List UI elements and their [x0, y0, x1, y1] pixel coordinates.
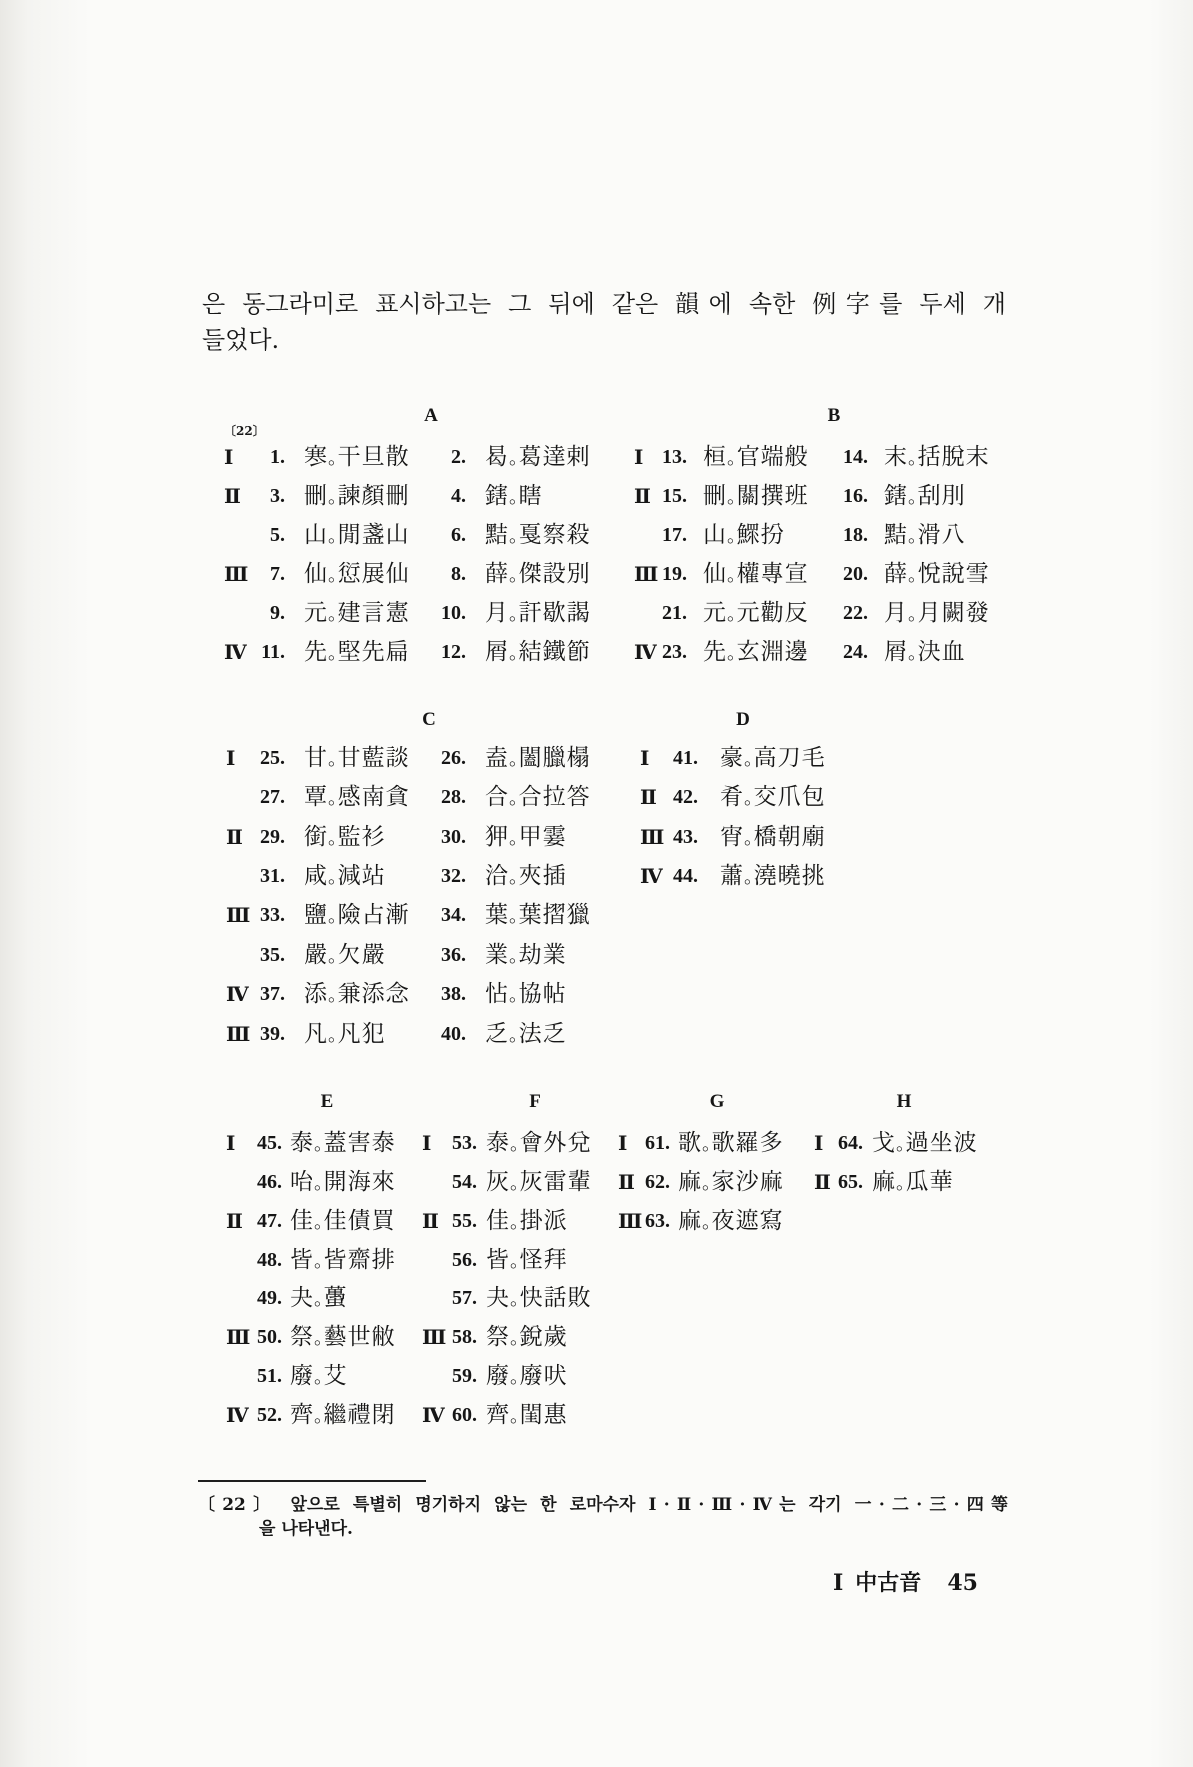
entry-number: 49.: [257, 1287, 282, 1309]
entry-number: 1.: [270, 446, 285, 468]
grade-numeral: Ⅳ: [224, 640, 247, 664]
entry-text: 麻。瓜華: [872, 1169, 954, 1195]
entry-number: 29.: [260, 826, 285, 848]
grade-numeral: Ⅰ: [814, 1131, 824, 1155]
entry-number: 20.: [843, 563, 868, 585]
footnote-marker: 〔22〕: [198, 1495, 278, 1515]
entry-number: 60.: [452, 1404, 477, 1426]
entry-text: 刪。諫顏刪: [304, 483, 410, 509]
grade-numeral: Ⅰ: [640, 746, 650, 770]
entry-text: 狎。甲霎: [485, 824, 567, 850]
entry-number: 43.: [673, 826, 698, 848]
entry-text: 嚴。欠嚴: [304, 942, 386, 968]
entry-text: 夬。蠆: [290, 1285, 348, 1311]
entry-number: 38.: [441, 983, 466, 1005]
entry-text: 灰。灰雷輩: [486, 1169, 592, 1195]
grade-numeral: Ⅲ: [226, 903, 251, 927]
entry-number: 31.: [260, 865, 285, 887]
entry-number: 61.: [645, 1132, 670, 1154]
entry-text: 泰。會外兌: [486, 1130, 592, 1156]
grade-numeral: Ⅰ: [618, 1131, 628, 1155]
entry-text: 鹽。險占漸: [304, 902, 410, 928]
entry-text: 薛。傑設別: [485, 561, 591, 587]
grade-numeral: Ⅳ: [226, 1403, 249, 1427]
entry-text: 歌。歌羅多: [678, 1130, 784, 1156]
entry-number: 18.: [843, 524, 868, 546]
grade-numeral: Ⅰ: [634, 445, 644, 469]
entry-text: 鎋。瞎: [485, 483, 543, 509]
entry-number: 50.: [257, 1326, 282, 1348]
entry-number: 46.: [257, 1171, 282, 1193]
entry-number: 13.: [662, 446, 687, 468]
entry-number: 42.: [673, 786, 698, 808]
entry-number: 41.: [673, 747, 698, 769]
entry-text: 豪。高刀毛: [720, 745, 826, 771]
group-header: E: [320, 1091, 334, 1112]
entry-number: 17.: [662, 524, 687, 546]
entry-number: 12.: [441, 641, 466, 663]
entry-text: 佳。掛派: [486, 1208, 568, 1234]
entry-number: 52.: [257, 1404, 282, 1426]
entry-text: 盍。闔臘榻: [485, 745, 591, 771]
entry-number: 40.: [441, 1023, 466, 1045]
entry-number: 45.: [257, 1132, 282, 1154]
grade-numeral: Ⅰ: [226, 1131, 236, 1155]
entry-number: 14.: [843, 446, 868, 468]
entry-text: 元。建言憲: [304, 600, 410, 626]
grade-numeral: Ⅱ: [618, 1170, 635, 1194]
body-text-line: 들었다.: [202, 326, 280, 354]
entry-text: 仙。愆展仙: [304, 561, 410, 587]
entry-text: 廢。艾: [290, 1363, 348, 1389]
grade-numeral: Ⅳ: [226, 982, 249, 1006]
entry-text: 業。劫業: [485, 942, 567, 968]
entry-text: 仙。權專宣: [703, 561, 809, 587]
entry-text: 廢。廢吠: [486, 1363, 568, 1389]
entry-text: 戈。過坐波: [872, 1130, 978, 1156]
entry-text: 乏。法乏: [485, 1021, 567, 1047]
grade-numeral: Ⅳ: [634, 640, 657, 664]
group-header: F: [529, 1091, 541, 1112]
footnote-rule: [198, 1480, 426, 1482]
entry-number: 11.: [261, 641, 285, 663]
entry-text: 屑。決血: [884, 639, 966, 665]
entry-text: 刪。關撰班: [703, 483, 809, 509]
entry-number: 36.: [441, 944, 466, 966]
entry-text: 寒。干旦散: [304, 444, 410, 470]
entry-number: 21.: [662, 602, 687, 624]
group-header: D: [736, 709, 750, 730]
entry-number: 59.: [452, 1365, 477, 1387]
entry-text: 月。訐歇謁: [485, 600, 591, 626]
running-footer: [833, 1568, 978, 1598]
entry-text: 齊。閨惠: [486, 1402, 568, 1428]
entry-number: 15.: [662, 485, 687, 507]
entry-number: 58.: [452, 1326, 477, 1348]
entry-text: 山。鰥扮: [703, 522, 785, 548]
grade-numeral: Ⅱ: [226, 1209, 243, 1233]
entry-text: 曷。葛達剌: [485, 444, 591, 470]
entry-number: 5.: [270, 524, 285, 546]
body-text-line: 은 동그라미로 표시하고는 그 뒤에 같은 韻에 속한 例字를 두세 개: [202, 290, 1006, 318]
entry-text: 黠。戛察殺: [485, 522, 591, 548]
entry-text: 蕭。澆曉挑: [720, 863, 826, 889]
entry-number: 65.: [838, 1171, 863, 1193]
entry-text: 合。合拉答: [485, 784, 591, 810]
entry-number: 39.: [260, 1023, 285, 1045]
entry-text: 凡。凡犯: [304, 1021, 386, 1047]
entry-number: 32.: [441, 865, 466, 887]
grade-numeral: Ⅳ: [422, 1403, 445, 1427]
entry-number: 30.: [441, 826, 466, 848]
entry-text: 洽。夾插: [485, 863, 567, 889]
entry-text: 怗。協帖: [485, 981, 567, 1007]
group-header: H: [896, 1091, 912, 1112]
entry-number: 55.: [452, 1210, 477, 1232]
entry-text: 山。閒盞山: [304, 522, 410, 548]
entry-number: 10.: [441, 602, 466, 624]
entry-text: 末。括脫末: [884, 444, 990, 470]
grade-numeral: Ⅲ: [634, 562, 659, 586]
entry-number: 28.: [441, 786, 466, 808]
entry-text: 桓。官端般: [703, 444, 809, 470]
grade-numeral: Ⅱ: [634, 484, 651, 508]
grade-numeral: Ⅱ: [640, 785, 657, 809]
grade-numeral: Ⅱ: [814, 1170, 831, 1194]
entry-text: 黠。滑八: [884, 522, 966, 548]
entry-text: 麻。夜遮寫: [678, 1208, 784, 1234]
entry-text: 覃。感南貪: [304, 784, 410, 810]
entry-number: 19.: [662, 563, 687, 585]
entry-text: 皆。怪拜: [486, 1247, 568, 1273]
entry-number: 3.: [270, 485, 285, 507]
entry-number: 51.: [257, 1365, 282, 1387]
entry-number: 7.: [270, 563, 285, 585]
group-header: G: [709, 1091, 725, 1112]
grade-numeral: Ⅱ: [226, 825, 243, 849]
entry-text: 先。玄淵邊: [703, 639, 809, 665]
grade-numeral: Ⅰ: [226, 746, 236, 770]
entry-text: 咸。減站: [304, 863, 386, 889]
entry-number: 26.: [441, 747, 466, 769]
entry-text: 葉。葉摺獵: [485, 902, 591, 928]
entry-number: 4.: [451, 485, 466, 507]
entry-number: 22.: [843, 602, 868, 624]
footnote-line: [198, 1494, 1008, 1517]
footnote-text: 앞으로 특별히 명기하지 않는 한 로마수자 Ⅰ·Ⅱ·Ⅲ·Ⅳ는 각기 一·二·三·四等: [290, 1495, 1009, 1515]
entry-number: 54.: [452, 1171, 477, 1193]
group-header: C: [422, 709, 436, 730]
grade-numeral: Ⅲ: [618, 1209, 643, 1233]
entry-number: 16.: [843, 485, 868, 507]
chapter-numeral: Ⅰ: [833, 1570, 844, 1596]
grade-numeral: Ⅰ: [422, 1131, 432, 1155]
entry-number: 34.: [441, 904, 466, 926]
entry-number: 25.: [260, 747, 285, 769]
grade-numeral: Ⅳ: [640, 864, 663, 888]
entry-text: 添。兼添念: [304, 981, 410, 1007]
entry-number: 53.: [452, 1132, 477, 1154]
grade-numeral: Ⅰ: [224, 445, 234, 469]
entry-number: 24.: [843, 641, 868, 663]
entry-number: 35.: [260, 944, 285, 966]
entry-number: 37.: [260, 983, 285, 1005]
entry-number: 48.: [257, 1249, 282, 1271]
footnote-line: 을 나타낸다.: [259, 1519, 353, 1539]
entry-number: 33.: [260, 904, 285, 926]
entry-text: 薛。悅說雪: [884, 561, 990, 587]
entry-text: 銜。監衫: [304, 824, 386, 850]
group-header: A: [424, 405, 438, 426]
entry-text: 佳。佳債買: [290, 1208, 396, 1234]
entry-text: 屑。結鐵節: [485, 639, 591, 665]
entry-text: 先。堅先扁: [304, 639, 410, 665]
entry-text: 麻。家沙麻: [678, 1169, 784, 1195]
entry-text: 宵。橋朝廟: [720, 824, 826, 850]
entry-number: 62.: [645, 1171, 670, 1193]
entry-text: 肴。交爪包: [720, 784, 826, 810]
entry-text: 皆。皆齋排: [290, 1247, 396, 1273]
entry-number: 47.: [257, 1210, 282, 1232]
footnote-reference-marker: 〔22〕: [224, 424, 265, 438]
entry-number: 56.: [452, 1249, 477, 1271]
entry-text: 祭。銳歲: [486, 1324, 568, 1350]
entry-number: 8.: [451, 563, 466, 585]
entry-number: 44.: [673, 865, 698, 887]
entry-text: 咍。開海來: [290, 1169, 396, 1195]
entry-number: 27.: [260, 786, 285, 808]
grade-numeral: Ⅲ: [226, 1325, 251, 1349]
grade-numeral: Ⅲ: [422, 1325, 447, 1349]
entry-text: 夬。快話敗: [486, 1285, 592, 1311]
entry-number: 63.: [645, 1210, 670, 1232]
grade-numeral: Ⅱ: [224, 484, 241, 508]
grade-numeral: Ⅲ: [640, 825, 665, 849]
page-number: 45: [947, 1570, 978, 1596]
entry-text: 鎋。刮刖: [884, 483, 966, 509]
entry-number: 57.: [452, 1287, 477, 1309]
grade-numeral: Ⅲ: [226, 1022, 251, 1046]
entry-text: 月。月闕發: [884, 600, 990, 626]
entry-number: 23.: [662, 641, 687, 663]
grade-numeral: Ⅱ: [422, 1209, 439, 1233]
entry-number: 2.: [451, 446, 466, 468]
entry-text: 齊。繼禮閉: [290, 1402, 396, 1428]
entry-number: 64.: [838, 1132, 863, 1154]
entry-number: 6.: [451, 524, 466, 546]
grade-numeral: Ⅲ: [224, 562, 249, 586]
entry-number: 9.: [270, 602, 285, 624]
entry-text: 祭。藝世敝: [290, 1324, 396, 1350]
entry-text: 甘。甘藍談: [304, 745, 410, 771]
entry-text: 元。元勸反: [703, 600, 809, 626]
group-header: B: [827, 405, 841, 426]
chapter-title: 中古音: [855, 1570, 922, 1596]
entry-text: 泰。蓋害泰: [290, 1130, 396, 1156]
